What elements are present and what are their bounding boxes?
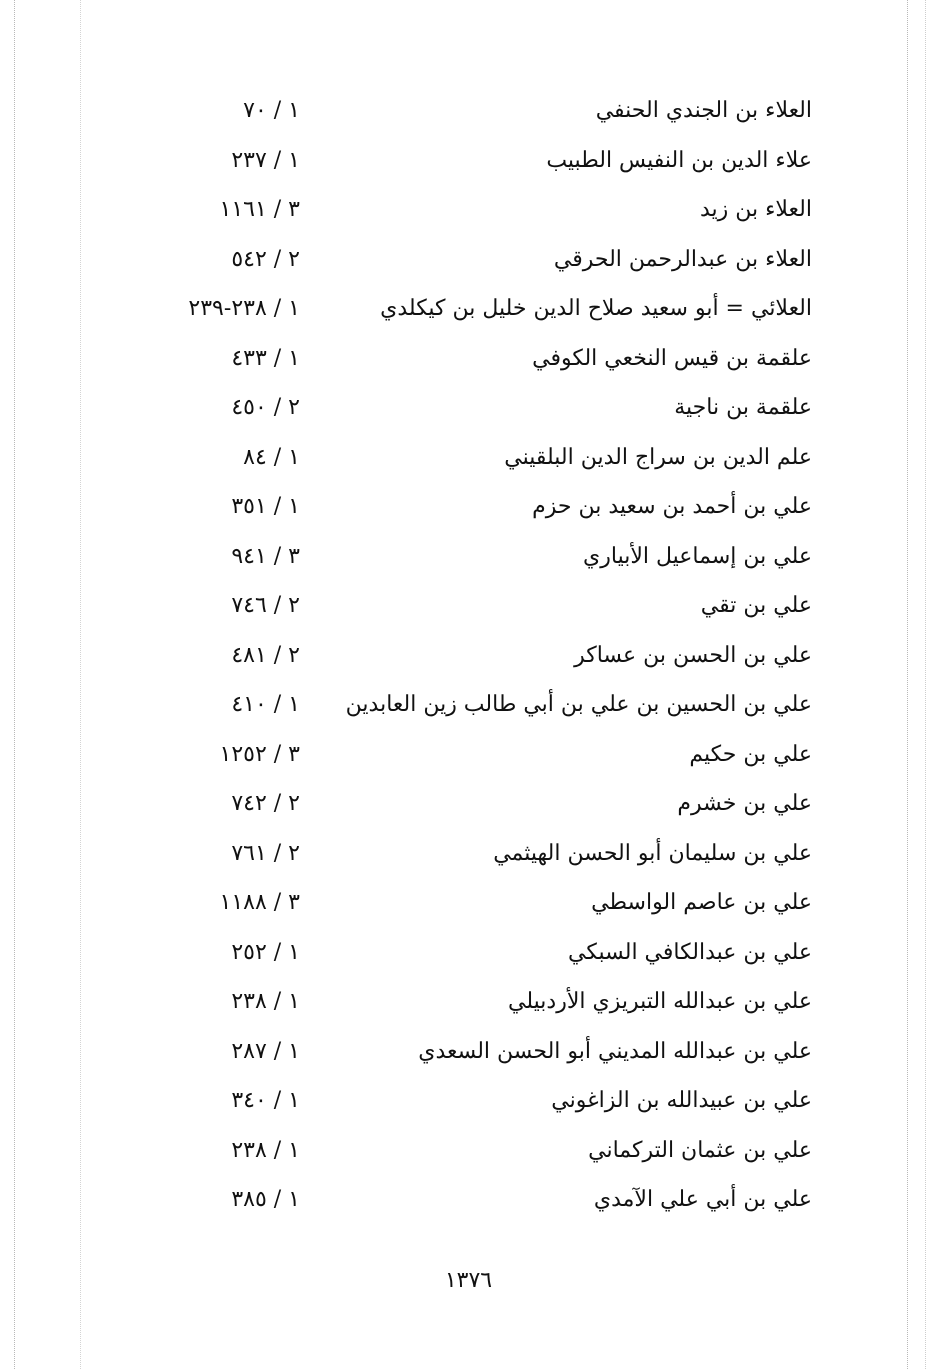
entry-reference: ١ / ٨٤ bbox=[243, 444, 300, 470]
entry-reference: ١ / ٢٣٨ bbox=[231, 989, 300, 1014]
index-entry bbox=[140, 140, 830, 190]
entry-name: علي بن الحسين بن علي بن أبي طالب زين العابدين bbox=[345, 692, 812, 717]
entry-name: علقمة بن ناجية bbox=[674, 395, 812, 420]
index-entry bbox=[140, 1130, 830, 1180]
index-entry bbox=[140, 981, 830, 1031]
entry-reference: ٢ / ٧٤٦ bbox=[231, 593, 300, 618]
index-entry bbox=[140, 635, 830, 685]
entry-name: علقمة بن قيس النخعي الكوفي bbox=[532, 345, 812, 371]
entry-reference: ٢ / ٥٤٢ bbox=[231, 246, 300, 272]
index-entry bbox=[140, 1031, 830, 1081]
entry-name: علاء الدين بن النفيس الطبيب bbox=[546, 147, 812, 173]
index-entry bbox=[140, 734, 830, 784]
entry-reference: ١ / ٢٣٨-٢٣٩ bbox=[188, 296, 300, 321]
entry-reference: ٢ / ٧٤٢ bbox=[231, 791, 300, 816]
index-entry bbox=[140, 585, 830, 635]
entry-reference: ١ / ٣٥١ bbox=[231, 494, 300, 519]
entry-name: علي بن عاصم الواسطي bbox=[591, 890, 812, 915]
index-entry bbox=[140, 684, 830, 734]
index-entry bbox=[140, 239, 830, 289]
entry-reference: ٣ / ١١٦١ bbox=[219, 197, 300, 222]
index-entry bbox=[140, 1080, 830, 1130]
entry-name: العلائي = أبو سعيد صلاح الدين خليل بن كيكلدي bbox=[380, 296, 812, 321]
scan-edge-right bbox=[925, 0, 926, 1369]
index-entry bbox=[140, 288, 830, 338]
index-entry bbox=[140, 932, 830, 982]
entry-reference: ٣ / ١٢٥٢ bbox=[219, 741, 300, 767]
scan-edge-left-inner bbox=[80, 0, 81, 1369]
entry-name: علي بن أحمد بن سعيد بن حزم bbox=[532, 494, 812, 519]
index-entry bbox=[140, 338, 830, 388]
page-number: ١٣٧٦ bbox=[444, 1268, 493, 1293]
entry-name: العلاء بن الجندي الحنفي bbox=[595, 98, 812, 123]
entry-reference: ٢ / ٧٦١ bbox=[231, 840, 300, 866]
entry-reference: ٣ / ١١٨٨ bbox=[219, 890, 300, 915]
index-entry bbox=[140, 882, 830, 932]
entry-name: علي بن الحسن بن عساكر bbox=[574, 642, 812, 668]
entry-name: العلاء بن زيد bbox=[699, 197, 812, 222]
entry-reference: ١ / ٢٥٢ bbox=[231, 939, 300, 965]
index-list bbox=[140, 90, 830, 1229]
scan-edge-right-inner bbox=[907, 0, 908, 1369]
index-entry bbox=[140, 833, 830, 883]
entry-name: علي بن حكيم bbox=[689, 741, 812, 767]
entry-name: علي بن عبدالله التبريزي الأردبيلي bbox=[508, 989, 812, 1014]
entry-reference: ١ / ٤٣٣ bbox=[231, 345, 300, 371]
entry-name: علي بن خشرم bbox=[677, 791, 812, 816]
index-entry bbox=[140, 1179, 830, 1229]
entry-name: علي بن عبدالله المديني أبو الحسن السعدي bbox=[418, 1038, 812, 1064]
entry-name: علي بن تقي bbox=[700, 593, 812, 618]
entry-reference: ٢ / ٤٥٠ bbox=[231, 395, 300, 420]
entry-reference: ٣ / ٩٤١ bbox=[231, 543, 300, 569]
index-entry bbox=[140, 783, 830, 833]
scan-edge-left bbox=[14, 0, 15, 1369]
entry-reference: ١ / ٢٣٧ bbox=[231, 147, 300, 173]
entry-reference: ١ / ٤١٠ bbox=[231, 692, 300, 717]
entry-reference: ١ / ٣٨٥ bbox=[231, 1187, 300, 1212]
entry-name: علم الدين بن سراج الدين البلقيني bbox=[504, 444, 812, 470]
entry-name: علي بن عثمان التركماني bbox=[588, 1137, 812, 1163]
entry-reference: ٢ / ٤٨١ bbox=[231, 642, 300, 668]
index-entry bbox=[140, 486, 830, 536]
entry-name: علي بن إسماعيل الأبياري bbox=[583, 543, 812, 569]
entry-name: علي بن سليمان أبو الحسن الهيثمي bbox=[493, 840, 812, 866]
entry-reference: ١ / ٣٤٠ bbox=[231, 1088, 300, 1113]
index-entry bbox=[140, 387, 830, 437]
entry-name: علي بن عبيدالله بن الزاغوني bbox=[551, 1088, 812, 1113]
entry-reference: ١ / ٢٨٧ bbox=[231, 1038, 300, 1064]
entry-name: العلاء بن عبدالرحمن الحرقي bbox=[553, 246, 812, 272]
index-entry bbox=[140, 536, 830, 586]
index-entry bbox=[140, 437, 830, 487]
entry-reference: ١ / ٢٣٨ bbox=[231, 1137, 300, 1163]
entry-reference: ١ / ٧٠ bbox=[243, 98, 300, 123]
entry-name: علي بن عبدالكافي السبكي bbox=[568, 939, 812, 965]
index-entry bbox=[140, 90, 830, 140]
entry-name: علي بن أبي علي الآمدي bbox=[593, 1187, 812, 1212]
index-entry bbox=[140, 189, 830, 239]
